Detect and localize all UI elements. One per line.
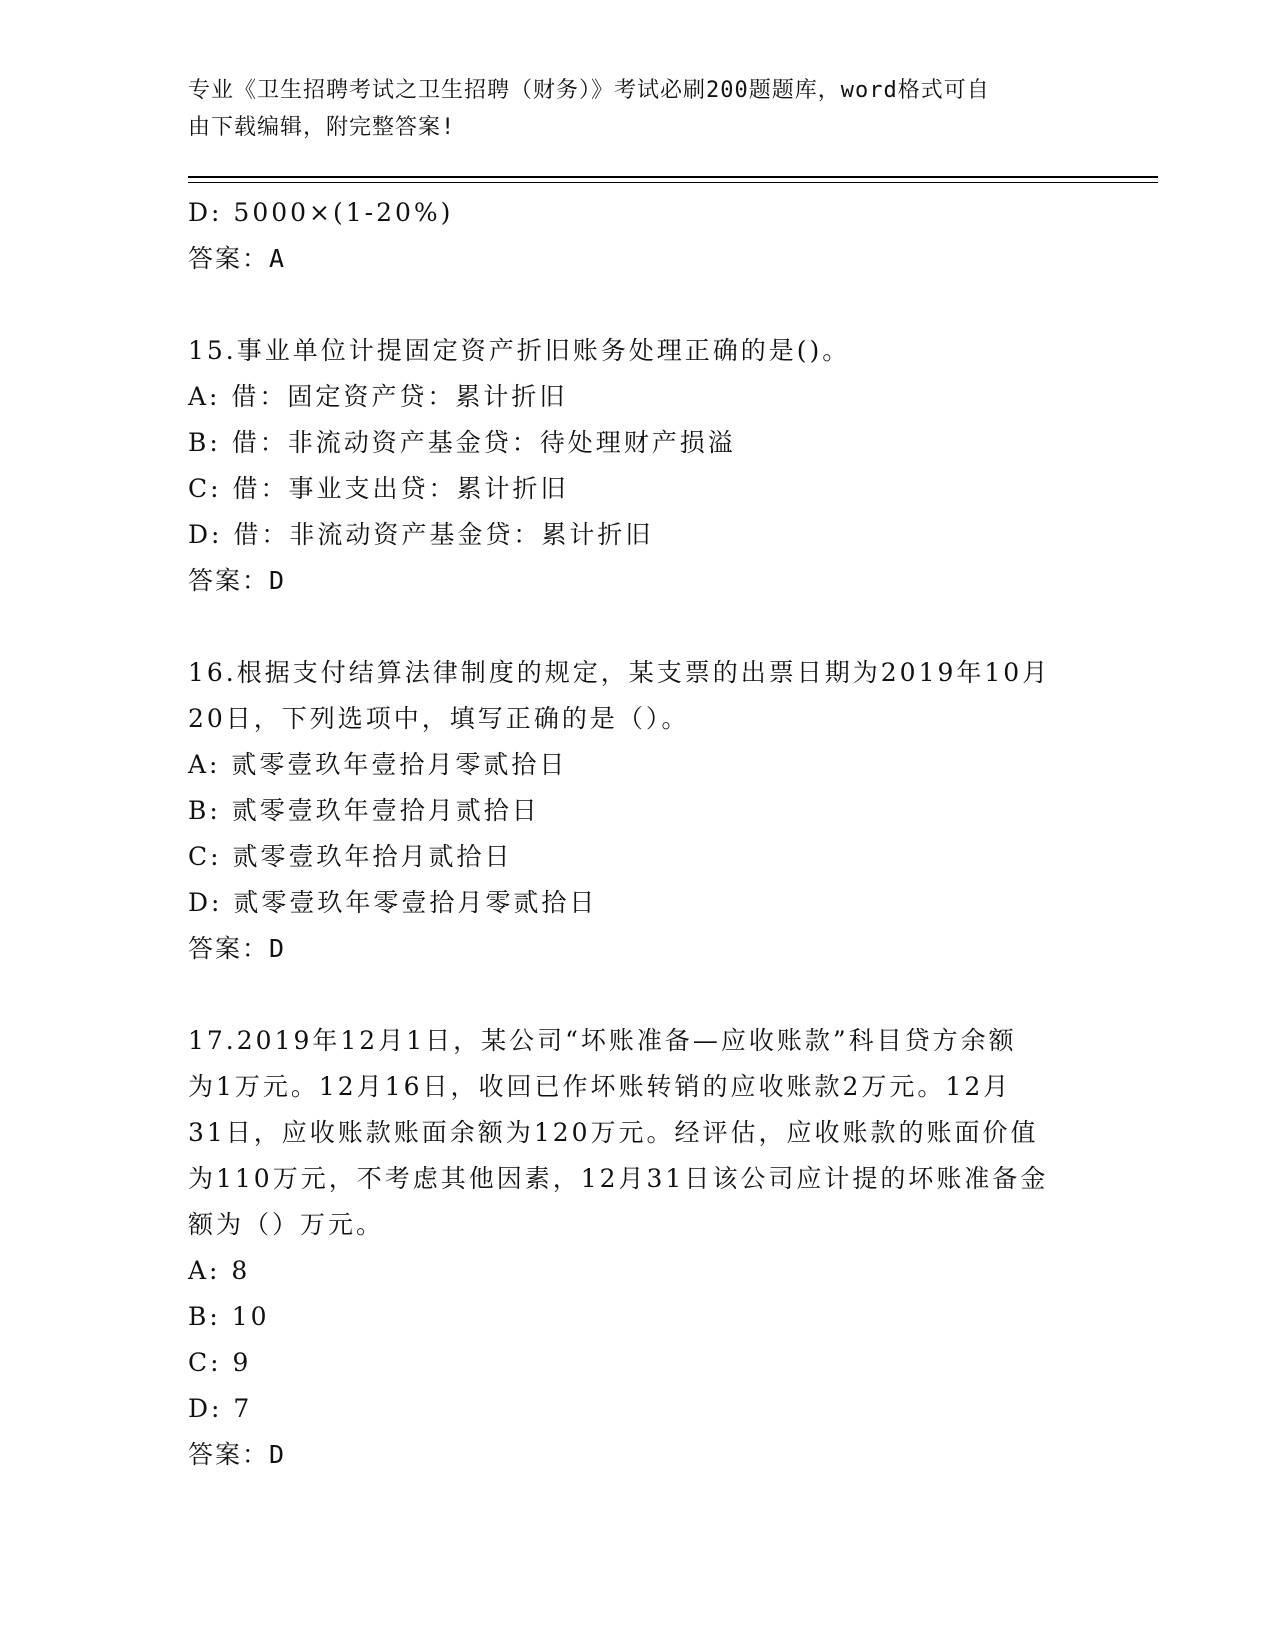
question-stem: 31日，应收账款账面余额为120万元。经评估，应收账款的账面价值 — [188, 1118, 1039, 1147]
question-stem: 为1万元。12月16日，收回已作坏账转销的应收账款2万元。12月 — [188, 1072, 1012, 1101]
option-b: B: 10 — [188, 1302, 270, 1331]
option-b: B: 借：非流动资产基金贷：待处理财产损溢 — [188, 428, 736, 457]
option-d: D: 7 — [188, 1394, 253, 1423]
spacer — [188, 282, 1088, 328]
option-a: A: 借：固定资产贷：累计折旧 — [188, 382, 568, 411]
option-c: C: 9 — [188, 1348, 252, 1377]
document-header — [188, 72, 1088, 146]
question-stem: 16.根据支付结算法律制度的规定，某支票的出票日期为2019年10月 — [188, 658, 1051, 687]
option-a: A: 8 — [188, 1256, 251, 1285]
question-17 — [188, 1018, 1088, 1478]
prev-answer: 答案：A — [188, 244, 287, 273]
question-content — [188, 190, 1088, 1478]
option-d: D: 贰零壹玖年零壹拾月零贰拾日 — [188, 888, 598, 917]
question-15 — [188, 328, 1088, 604]
question-stem: 17.2019年12月1日，某公司“坏账准备—应收账款”科目贷方余额 — [188, 1026, 1017, 1055]
question-16 — [188, 650, 1088, 972]
option-c: C: 借：事业支出贷：累计折旧 — [188, 474, 569, 503]
question-stem: 15.事业单位计提固定资产折旧账务处理正确的是()。 — [188, 336, 851, 365]
question-stem: 20日，下列选项中，填写正确的是（）。 — [188, 704, 690, 733]
question-stem: 为110万元，不考虑其他因素，12月31日该公司应计提的坏账准备金 — [188, 1164, 1049, 1193]
option-d: D: 借：非流动资产基金贷：累计折旧 — [188, 520, 654, 549]
prev-option-d: D: 5000×(1-20%) — [188, 198, 454, 227]
header-line-2: 由下载编辑，附完整答案! — [188, 115, 456, 140]
question-stem: 额为（）万元。 — [188, 1210, 385, 1239]
header-line-1: 专业《卫生招聘考试之卫生招聘（财务）》考试必刷200题题库，word格式可自 — [188, 78, 990, 103]
answer: 答案：D — [188, 566, 287, 595]
header-divider-thin — [188, 182, 1158, 183]
option-c: C: 贰零壹玖年拾月贰拾日 — [188, 842, 513, 871]
answer: 答案：D — [188, 1440, 287, 1469]
spacer — [188, 604, 1088, 650]
header-divider-thick — [188, 176, 1158, 178]
answer: 答案：D — [188, 934, 287, 963]
spacer — [188, 972, 1088, 1018]
option-b: B: 贰零壹玖年壹拾月贰拾日 — [188, 796, 540, 825]
option-a: A: 贰零壹玖年壹拾月零贰拾日 — [188, 750, 568, 779]
